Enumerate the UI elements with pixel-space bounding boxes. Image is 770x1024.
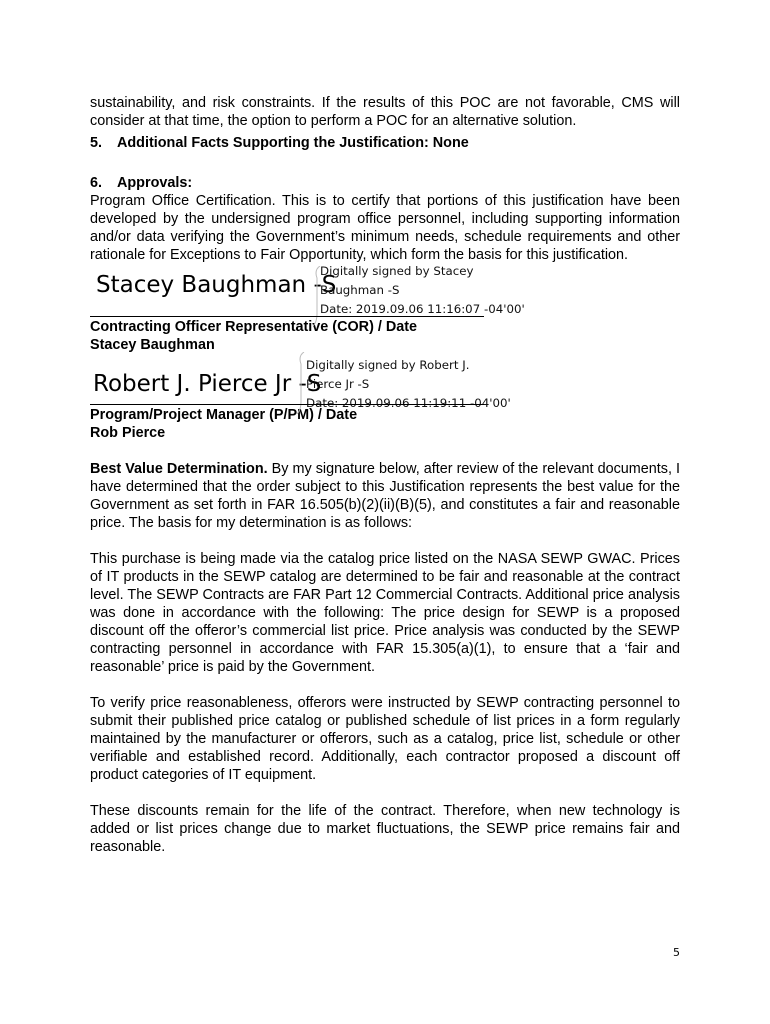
signature-2-signer: Robert J. Pierce Jr -S: [93, 371, 322, 397]
signature-2-name: Rob Pierce: [90, 425, 166, 441]
signature-2-line: [90, 404, 484, 405]
signature-1-stamp-line2: Baughman -S: [320, 283, 400, 297]
signature-1-role: Contracting Officer Representative (COR) / Date: [90, 319, 418, 335]
signature-1-signer: Stacey Baughman -S: [96, 272, 337, 298]
section-5-title: Additional Facts Supporting the Justification: None: [117, 135, 469, 151]
signature-1-stamp-line1: Digitally signed by Stacey: [320, 264, 474, 278]
digital-signature-2: [90, 354, 511, 410]
section-6-heading: [90, 174, 680, 192]
body-paragraph-1: This purchase is being made via the catalog price listed on the NASA SEWP GWAC. Prices of IT products in the SEWP catalog are determined to be fair and reasonable at the contract level. The SEWP Contracts are FAR Part 12 Commercial Contracts. Additional price analysis was done in accordance with the following: The price design for SEWP is a proposed discount off the offeror’s commercial list price. Price analysis was conducted by the SEWP contracting personnel in accordance with FAR 15.305(a)(1), to ensure that a ‘fair and reasonable’ price is paid by the Government.: [90, 551, 680, 675]
signature-2-role: Program/Project Manager (P/PM) / Date: [90, 407, 358, 423]
body-paragraph-2: To verify price reasonableness, offerors were instructed by SEWP contracting personnel to submit their published price catalog or published schedule of list prices in a form regularly maintained by the manufacturer or offerors, such as a catalog, price list, schedule or other verifiable and established record. Additionally, each contractor proposed a discount off product categories of IT equipment.: [90, 695, 680, 783]
section-6-title: Approvals:: [117, 175, 193, 191]
signature-2-stamp-line3: Date: 2019.09.06 11:19:11 -04'00': [306, 396, 511, 410]
intro-paragraph: sustainability, and risk constraints. If the results of this POC are not favorable, CMS will consider at that time, the option to perform a POC for an alternative solution.: [90, 95, 680, 129]
signature-1-line: [90, 316, 484, 317]
document-page: [90, 94, 680, 856]
body-paragraph-3: These discounts remain for the life of the contract. Therefore, when new technology is added or list prices change due to market fluctuations, the SEWP price remains fair and reasonable.: [90, 803, 680, 855]
signature-1-stamp-line3: Date: 2019.09.06 11:16:07 -04'00': [320, 302, 525, 316]
signature-2-stamp-line2: Pierce Jr -S: [306, 377, 370, 391]
certification-paragraph: Program Office Certification. This is to certify that portions of this justification have been developed by the undersigned program office personnel, including supporting information and/or data verifying the Government’s minimum needs, schedule requirements and other rationale for Exceptions to Fair Opportunity, which form the basis for this justification.: [90, 193, 680, 263]
digital-signature-1: [90, 264, 525, 318]
signature-1-stamp: [320, 262, 525, 319]
section-5-heading: [90, 134, 680, 152]
signature-2-stamp-line1: Digitally signed by Robert J.: [306, 358, 470, 372]
section-6-number: 6.: [90, 175, 103, 191]
signature-1-name: Stacey Baughman: [90, 337, 215, 353]
best-value-label: Best Value Determination.: [90, 461, 268, 477]
page-number: 5: [673, 946, 680, 959]
best-value-paragraph: [90, 460, 680, 532]
best-value-text: By my signature below, after review of the relevant documents, I have determined that the order subject to this Justification represents the best value for the Government as set forth in FAR 16.505(b)(2)(ii)(B)(5), and constitutes a fair and reasonable price. The basis for my determination is as follows:: [90, 461, 680, 531]
section-5-number: 5.: [90, 135, 103, 151]
